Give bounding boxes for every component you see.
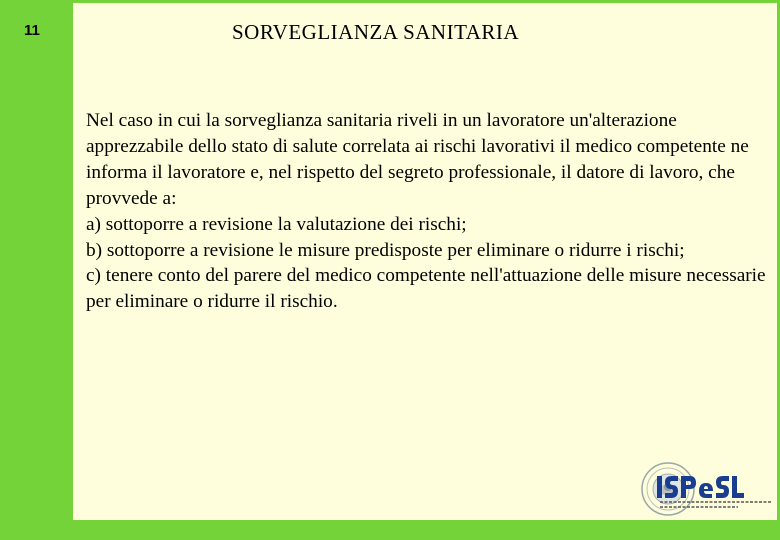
- ispesl-wordmark: [657, 476, 744, 498]
- body-paragraph-intro: Nel caso in cui la sorveglianza sanitaria riveli in un lavoratore un'alterazione apprezzabile dello stato di salute correlata ai rischi lavorativi il medico competente ne informa il lavoratore e, nel rispetto del segreto professionale, il datore di lavoro, che provvede a:: [86, 110, 749, 209]
- body-item-c: c) tenere conto del parere del medico competente nell'attuazione delle misure necessarie per eliminare o ridurre il rischio.: [86, 265, 766, 313]
- ispesl-logo: [638, 458, 776, 518]
- body-item-b: b) sottoporre a revisione le misure predisposte per eliminare o ridurre i rischi;: [86, 239, 685, 261]
- ispesl-logo-graphic: [638, 458, 776, 518]
- body-item-a: a) sottoporre a revisione la valutazione dei rischi;: [86, 213, 467, 235]
- slide-body: [86, 108, 770, 315]
- slide-number: 11: [24, 22, 40, 39]
- ispesl-tagline: [660, 502, 772, 507]
- slide-title: SORVEGLIANZA SANITARIA: [232, 20, 520, 44]
